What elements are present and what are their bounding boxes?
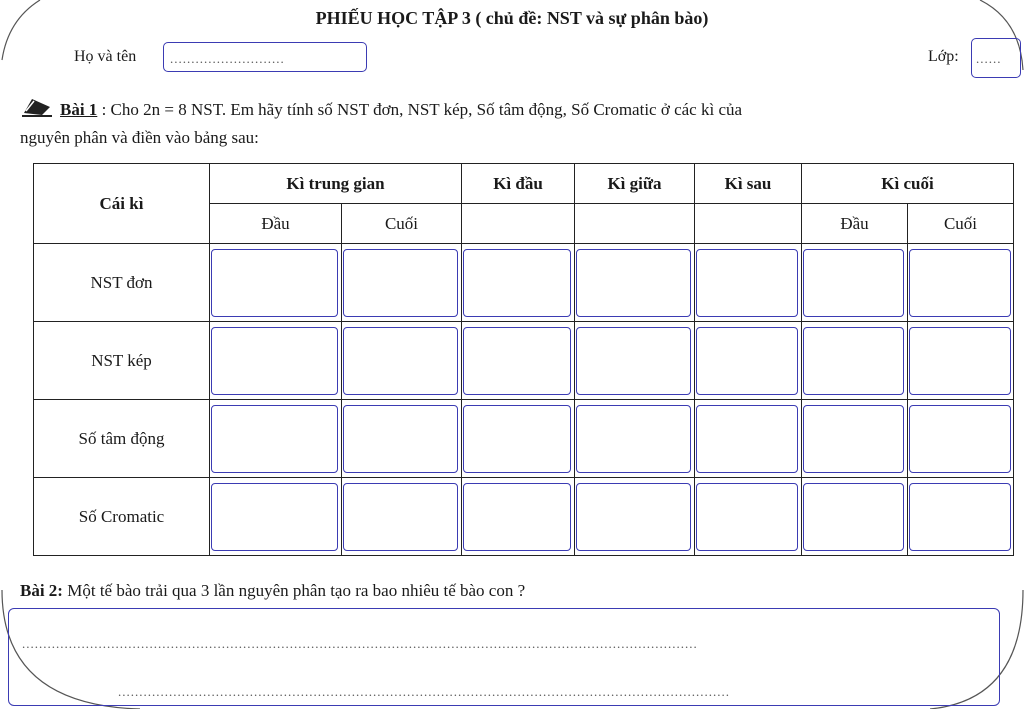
- answer-cell-box[interactable]: [343, 327, 458, 395]
- task1-text: : Cho 2n = 8 NST. Em hãy tính số NST đơn, NST kép, Số tâm động, Số Cromatic ở các kì của: [97, 100, 743, 119]
- sub-interphase-early: Đầu: [210, 204, 342, 244]
- header-anaphase: Kì sau: [695, 164, 802, 204]
- answer-cell-box[interactable]: [463, 483, 571, 551]
- answer-cell-box[interactable]: [576, 405, 691, 473]
- answer-cell-box[interactable]: [909, 327, 1011, 395]
- answer-cell-box[interactable]: [343, 405, 458, 473]
- row-label: Số tâm động: [34, 400, 210, 478]
- worksheet-title: PHIẾU HỌC TẬP 3 ( chủ đề: NST và sự phân bào): [315, 8, 709, 28]
- sub-telophase-late: Cuối: [908, 204, 1014, 244]
- answer-cell-box[interactable]: [576, 483, 691, 551]
- task2-text: Một tế bào trải qua 3 lần nguyên phân tạo ra bao nhiêu tế bào con ?: [62, 581, 526, 600]
- answer-cell-box[interactable]: [803, 483, 904, 551]
- name-input-box[interactable]: ...........................: [163, 42, 367, 72]
- answer-cell-box[interactable]: [803, 327, 904, 395]
- header-metaphase: Kì giữa: [575, 164, 695, 204]
- answer-cell-box[interactable]: [696, 249, 798, 317]
- answer-cell-box[interactable]: [463, 405, 571, 473]
- answer-cell-box[interactable]: [211, 405, 338, 473]
- answer-cell-box[interactable]: [343, 483, 458, 551]
- header-telophase: Kì cuối: [802, 164, 1014, 204]
- name-label: Họ và tên: [74, 48, 137, 65]
- answer-cell-box[interactable]: [576, 249, 691, 317]
- answer-cell-box[interactable]: [343, 249, 458, 317]
- pencil-icon: [22, 97, 54, 126]
- answer-line-1: ...............................................................................................................................................................: [22, 636, 698, 651]
- answer-cell-box[interactable]: [211, 483, 338, 551]
- answer-cell-box[interactable]: [576, 327, 691, 395]
- answer-cell-box[interactable]: [696, 327, 798, 395]
- header-interphase: Kì trung gian: [210, 164, 462, 204]
- row-label: NST đơn: [34, 244, 210, 322]
- answer-cell-box[interactable]: [909, 249, 1011, 317]
- answer-cell-box[interactable]: [463, 327, 571, 395]
- task2-prompt: [20, 581, 525, 601]
- answer-cell-box[interactable]: [909, 405, 1011, 473]
- task1-label: Bài 1: [60, 100, 98, 119]
- task1-text-line2: nguyên phân và điền vào bảng sau:: [20, 128, 259, 147]
- sub-telophase-early: Đầu: [802, 204, 908, 244]
- row-label: Số Cromatic: [34, 478, 210, 556]
- sub-interphase-late: Cuối: [342, 204, 462, 244]
- task1-prompt: [22, 96, 1022, 126]
- answer-cell-box[interactable]: [803, 249, 904, 317]
- answer-cell-box[interactable]: [463, 249, 571, 317]
- header-prophase: Kì đầu: [462, 164, 575, 204]
- answer-cell-box[interactable]: [803, 405, 904, 473]
- task2-label: Bài 2:: [20, 581, 63, 600]
- answer-cell-box[interactable]: [696, 483, 798, 551]
- header-phase: Cái kì: [34, 164, 210, 244]
- class-input-box[interactable]: ......: [971, 38, 1021, 78]
- answer-cell-box[interactable]: [909, 483, 1011, 551]
- row-label: NST kép: [34, 322, 210, 400]
- answer-cell-box[interactable]: [211, 327, 338, 395]
- answer-cell-box[interactable]: [696, 405, 798, 473]
- answer-cell-box[interactable]: [211, 249, 338, 317]
- class-label: Lớp:: [928, 48, 959, 65]
- answer-line-2: ................................................................................................................................................: [118, 684, 730, 699]
